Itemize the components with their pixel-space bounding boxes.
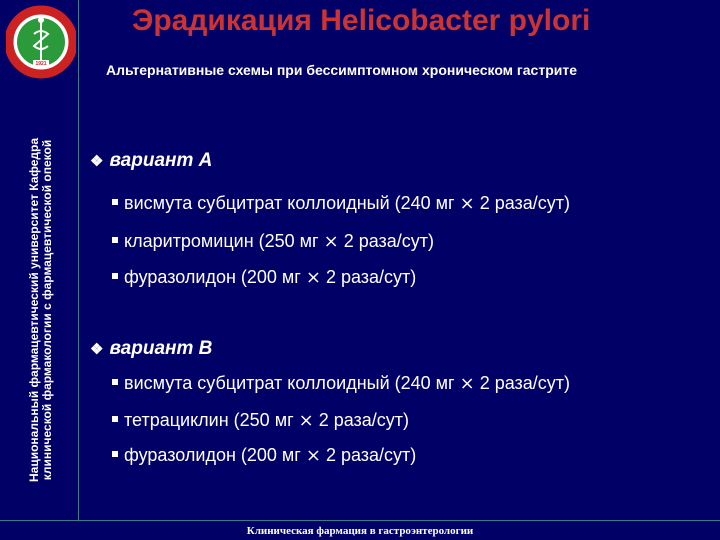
section-variant-a [90, 150, 212, 172]
sidebar [0, 0, 79, 520]
list-item: фуразолидон (200 мг ⨯ 2 раза/сут) [112, 445, 416, 466]
footer [0, 520, 720, 540]
section-label: вариант В [109, 338, 213, 359]
square-bullet-icon [112, 379, 118, 385]
sidebar-university-text [6, 120, 76, 500]
university-logo [6, 4, 76, 80]
list-item: фуразолидон (200 мг ⨯ 2 раза/сут) [112, 267, 416, 288]
diamond-bullet-icon: ❖ [90, 153, 104, 170]
logo-year: 1921 [35, 61, 47, 67]
square-bullet-icon [112, 199, 118, 205]
square-bullet-icon [112, 416, 118, 422]
diamond-bullet-icon: ❖ [90, 341, 104, 358]
list-item: тетрациклин (250 мг ⨯ 2 раза/сут) [112, 410, 409, 431]
square-bullet-icon [112, 451, 118, 457]
square-bullet-icon [112, 273, 118, 279]
sidebar-text: Национальный фармацевтический университет Кафедра клинической фармакологии с фармацевтической опекой [27, 137, 54, 483]
list-item: висмута субцитрат коллоидный (240 мг ⨯ 2 раза/сут) [112, 373, 570, 394]
list-item: кларитромицин (250 мг ⨯ 2 раза/сут) [112, 231, 434, 252]
page-subtitle: Альтернативные схемы при бессимптомном хроническом гастрите [106, 62, 577, 78]
list-item: висмута субцитрат коллоидный (240 мг ⨯ 2 раза/сут) [112, 193, 570, 214]
section-variant-b [90, 338, 212, 360]
footer-text: Клиническая фармация в гастроэнтерологии [246, 525, 474, 537]
page-title: Эрадикация Helicobacter pylori [132, 4, 591, 37]
square-bullet-icon [112, 237, 118, 243]
section-label: вариант А [109, 150, 213, 171]
